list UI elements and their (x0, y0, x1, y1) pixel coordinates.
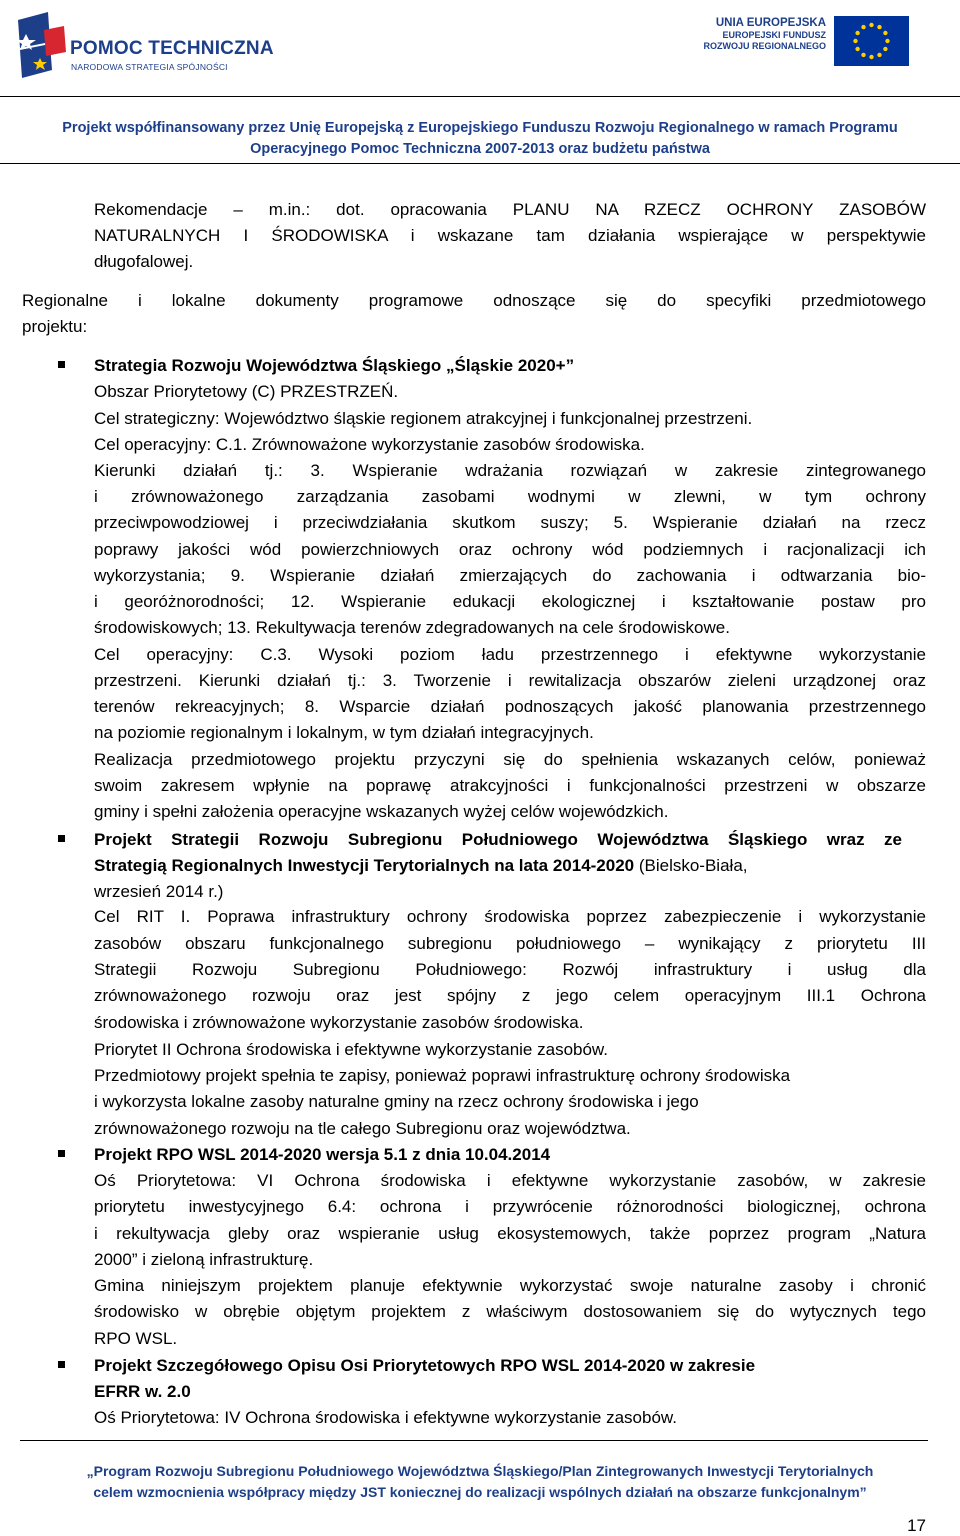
project-cofinancing-line1: Projekt współfinansowany przez Unię Europejską z Europejskiego Funduszu Rozwoju Regionalnego w ramach Programu (62, 120, 898, 136)
pomoc-techniczna-logo (14, 12, 274, 88)
bullet2-line: zasobów obszaru funkcjonalnego subregionu południowego – wynikający z priorytetu III (94, 934, 926, 953)
page-header (0, 0, 960, 164)
bullet1-line: terenów rekreacyjnych; 8. Wsparcie działań podnoszących jakość planowania przestrzennego (94, 697, 926, 716)
bullet1-line: Cel strategiczny: Województwo śląskie regionem atrakcyjnej i funkcjonalnej przestrzeni. (94, 409, 753, 428)
eu-flag-icon (834, 16, 909, 66)
bullet3-line: priorytetu inwestycyjnego 6.4: ochrona i przywrócenie różnorodności biologicznej, ochrona (94, 1197, 926, 1216)
bullet2-line: Przedmiotowy projekt spełnia te zapisy, ponieważ poprawi infrastrukturę ochrony środowiska (94, 1066, 791, 1085)
eu-fund-line2: ROZWOJU REGIONALNEGO (703, 41, 826, 51)
eu-name: UNIA EUROPEJSKA (715, 17, 826, 29)
bullet2-title-line2 (94, 856, 748, 876)
bullet-square-icon (58, 1150, 65, 1157)
bullet3-title: Projekt RPO WSL 2014-2020 wersja 5.1 z dnia 10.04.2014 (94, 1145, 551, 1164)
bullet2-line: Strategii Rozwoju Subregionu Południowego: Rozwój infrastruktury i usług dla (94, 960, 926, 979)
bullet4-title-line2: EFRR w. 2.0 (94, 1382, 191, 1401)
bullet1-line: swoim zakresem wpłynie na poprawę atrakcyjności i funkcjonalności przestrzeni w obszarze (94, 776, 926, 795)
bullet1-line: na poziomie regionalnym i lokalnym, w tym działań integracyjnych. (94, 723, 594, 742)
bullet3-line: Oś Priorytetowa: VI Ochrona środowiska i efektywne wykorzystanie zasobów, w zakresie (94, 1171, 926, 1190)
bullet3-line: 2000” i zieloną infrastrukturę. (94, 1250, 314, 1269)
eu-fund-line1: EUROPEJSKI FUNDUSZ (722, 30, 826, 40)
bullet1-title: Strategia Rozwoju Województwa Śląskiego „Śląskie 2020+” (94, 356, 575, 375)
intro-line1: Regionalne i lokalne dokumenty programowe odnoszące się do specyfiki przedmiotowego (22, 291, 926, 310)
bullet2-line: i wykorzysta lokalne zasoby naturalne gminy na rzecz ochrony środowiska i jego (94, 1092, 699, 1111)
bullet3-line: środowisko w obrębie objętym projektem z właściwym dostosowaniem się do wytycznych tego (94, 1302, 926, 1321)
bullet2-line: zrównoważonego rozwoju na tle całego Subregionu oraz województwa. (94, 1119, 631, 1138)
bullet2-title-line3: wrzesień 2014 r.) (94, 882, 224, 901)
logo-title: POMOC TECHNICZNA (70, 38, 274, 59)
logo-subtitle: NARODOWA STRATEGIA SPÓJNOŚCI (71, 62, 228, 72)
pomoc-techniczna-emblem-icon (14, 12, 70, 86)
bullet1-line: gminy i spełni założenia operacyjne wskazanych wyżej celów wojewódzkich. (94, 802, 669, 821)
bullet4-line: Oś Priorytetowa: IV Ochrona środowiska i efektywne wykorzystanie zasobów. (94, 1408, 677, 1427)
bullet1-line: Obszar Priorytetowy (C) PRZESTRZEŃ. (94, 382, 399, 401)
recommendation-line3: długofalowej. (94, 252, 194, 271)
bullet1-line: i zrównoważonego zarządzania zasobami wodnymi w zlewni, w tym ochrony (94, 487, 926, 506)
bullet3-line: RPO WSL. (94, 1329, 178, 1348)
bullet2-line: Priorytet II Ochrona środowiska i efektywne wykorzystanie zasobów. (94, 1040, 608, 1059)
bullet2-title-bold: Strategią Regionalnych Inwestycji Terytorialnych na lata 2014-2020 (94, 856, 635, 875)
bullet1-line: środowiskowych; 13. Rekultywacja terenów zdegradowanych na cele środowiskowe. (94, 618, 730, 637)
footer-program-line1: „Program Rozwoju Subregionu Południowego Województwa Śląskiego/Plan Zintegrowanych Inwestycji Terytorialnych (86, 1463, 874, 1479)
bullet2-title-rest: (Bielsko-Biała, (634, 856, 748, 875)
bullet1-line: Realizacja przedmiotowego projektu przyczyni się do spełnienia wskazanych celów, ponieważ (94, 750, 926, 769)
page-number: 17 (907, 1516, 926, 1535)
bullet2-title-line1: Projekt Strategii Rozwoju Subregionu Południowego Województwa Śląskiego wraz ze (94, 830, 902, 849)
bullet1-line: Kierunki działań tj.: 3. Wspieranie wdrażania rozwiązań w zakresie zintegrowanego (94, 461, 926, 480)
recommendation-line1: Rekomendacje – m.in.: dot. opracowania PLANU NA RZECZ OCHRONY ZASOBÓW (94, 200, 926, 219)
project-cofinancing-line2: Operacyjnego Pomoc Techniczna 2007-2013 oraz budżetu państwa (250, 141, 710, 157)
footer-program-line2: celem wzmocnienia współpracy między JST koniecznej do realizacji wspólnych działań na obszarze funkcjonalnym” (93, 1484, 867, 1500)
header-divider-bottom (0, 163, 960, 164)
bullet3-line: Gmina niniejszym projektem planuje efektywnie wykorzystać swoje naturalne zasoby i chronić (94, 1276, 926, 1295)
header-divider-top (0, 96, 960, 97)
bullet1-line: poprawy jakości wód powierzchniowych oraz ochrony wód podziemnych i racjonalizacji ich (94, 540, 926, 559)
recommendation-line2: NATURALNYCH I ŚRODOWISKA i wskazane tam działania wspierające w perspektywie (94, 226, 926, 245)
bullet2-line: zrównoważonego rozwoju oraz jest spójny z jego celem operacyjnym III.1 Ochrona (94, 986, 926, 1005)
eu-logo (688, 16, 912, 66)
bullet1-line: Cel operacyjny: C.3. Wysoki poziom ładu przestrzennego i efektywne wykorzystanie (94, 645, 926, 664)
bullet1-line: Cel operacyjny: C.1. Zrównoważone wykorzystanie zasobów środowiska. (94, 435, 645, 454)
bullet1-line: wykorzystania; 9. Wspieranie działań zmierzających do zachowania i odtwarzania bio- (94, 566, 926, 585)
bullet4-title-line1: Projekt Szczegółowego Opisu Osi Priorytetowych RPO WSL 2014-2020 w zakresie (94, 1356, 756, 1375)
bullet1-line: przeciwpowodziowej i przeciwdziałania skutkom suszy; 5. Wspieranie działań na rzecz (94, 513, 926, 532)
bullet-square-icon (58, 1361, 65, 1368)
footer-divider (20, 1440, 928, 1441)
bullet2-line: środowiska i zrównoważone wykorzystanie zasobów środowiska. (94, 1013, 584, 1032)
bullet2-line: Cel RIT I. Poprawa infrastruktury ochrony środowiska poprzez zabezpieczenie i wykorzystanie (94, 907, 926, 926)
bullet1-line: i georóżnorodności; 12. Wspieranie edukacji ekologicznej i kształtowanie postaw pro (94, 592, 926, 611)
bullet1-line: przestrzeni. Kierunki działań tj.: 3. Tworzenie i rewitalizacja obszarów zieleni urządzonej oraz (94, 671, 926, 690)
eu-logo-text (688, 16, 826, 52)
bullet-square-icon (58, 361, 65, 368)
bullet-square-icon (58, 835, 65, 842)
intro-line2: projektu: (22, 317, 88, 336)
bullet3-line: i rekultywacja gleby oraz wspieranie usług ekosystemowych, także poprzez program „Natura (94, 1224, 926, 1243)
